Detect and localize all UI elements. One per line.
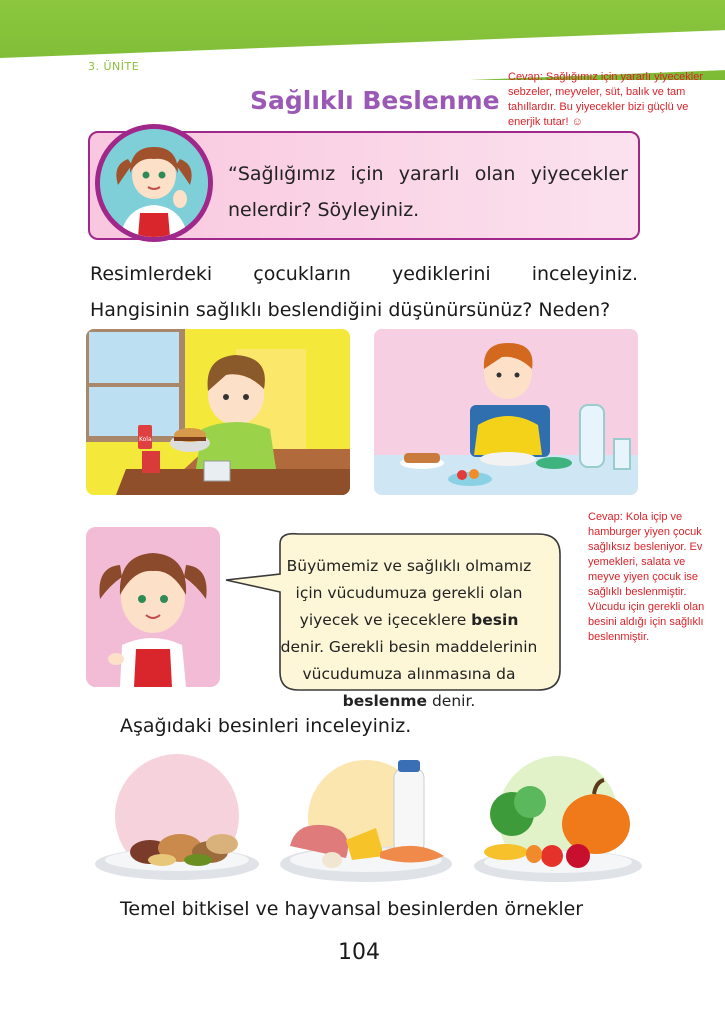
grains-nuts-plate bbox=[92, 752, 262, 892]
animal-foods-plate bbox=[276, 760, 456, 892]
page-number: 104 bbox=[338, 940, 380, 965]
answer-note-top: Cevap: Sağlığımız için yararlı yiyecekler sebzeler, meyveler, süt, balık ve tam tahıllardır. Bu yiyecekler bizi güçlü ve enerjik tutar! ☺ bbox=[508, 71, 704, 128]
bubble-text-part2: denir. Gerekli besin maddelerinin vücudumuza alınmasına da bbox=[280, 638, 538, 683]
answer-note-right: Cevap: Kola içip ve hamburger yiyen çocuk sağlıksız besleniyor. Ev yemekleri, salata ve meyve yiyen çocuk ise sağlıklı beslenmiştir. Vücudu için gerekli olan besini aldığı için sağlıklı beslenmiştir. bbox=[588, 511, 705, 643]
foods-instruction: Aşağıdaki besinleri inceleyiniz. bbox=[120, 715, 412, 737]
foods-caption: Temel bitkisel ve hayvansal besinlerden örnekler bbox=[120, 898, 584, 920]
term-beslenme: beslenme bbox=[342, 692, 428, 710]
speech-bubble-text bbox=[278, 553, 540, 715]
healthy-meal-picture bbox=[374, 329, 638, 495]
girl-thinking-illustration bbox=[100, 129, 208, 237]
boy-eating-hamburger-illustration bbox=[86, 329, 350, 495]
question-text: “Sağlığımız için yararlı olan yiyecekler nelerdir? Söyleyiniz. bbox=[228, 163, 628, 221]
girl-explaining-picture bbox=[86, 527, 220, 687]
boy-eating-salad-illustration bbox=[374, 329, 638, 495]
instruction-paragraph: Resimlerdeki çocukların yediklerini inceleyiniz. Hangisinin sağlıklı beslendiğini düşünürsünüz? Neden? bbox=[90, 263, 638, 321]
unit-label: 3. ÜNİTE bbox=[88, 60, 140, 73]
bubble-text-part3: denir. bbox=[427, 692, 476, 710]
girl-explaining-illustration bbox=[86, 527, 220, 687]
fruits-vegetables-plate bbox=[470, 752, 646, 892]
girl-avatar bbox=[95, 124, 213, 242]
page-title: Sağlıklı Beslenme bbox=[250, 86, 500, 115]
term-besin: besin bbox=[471, 611, 519, 629]
cola-can-label: Kola bbox=[139, 436, 152, 443]
bubble-text-part1: Büyümemiz ve sağlıklı olmamız için vücudumuza gerekli olan yiyecek ve içeceklere bbox=[286, 557, 532, 629]
unhealthy-meal-picture bbox=[86, 329, 350, 495]
